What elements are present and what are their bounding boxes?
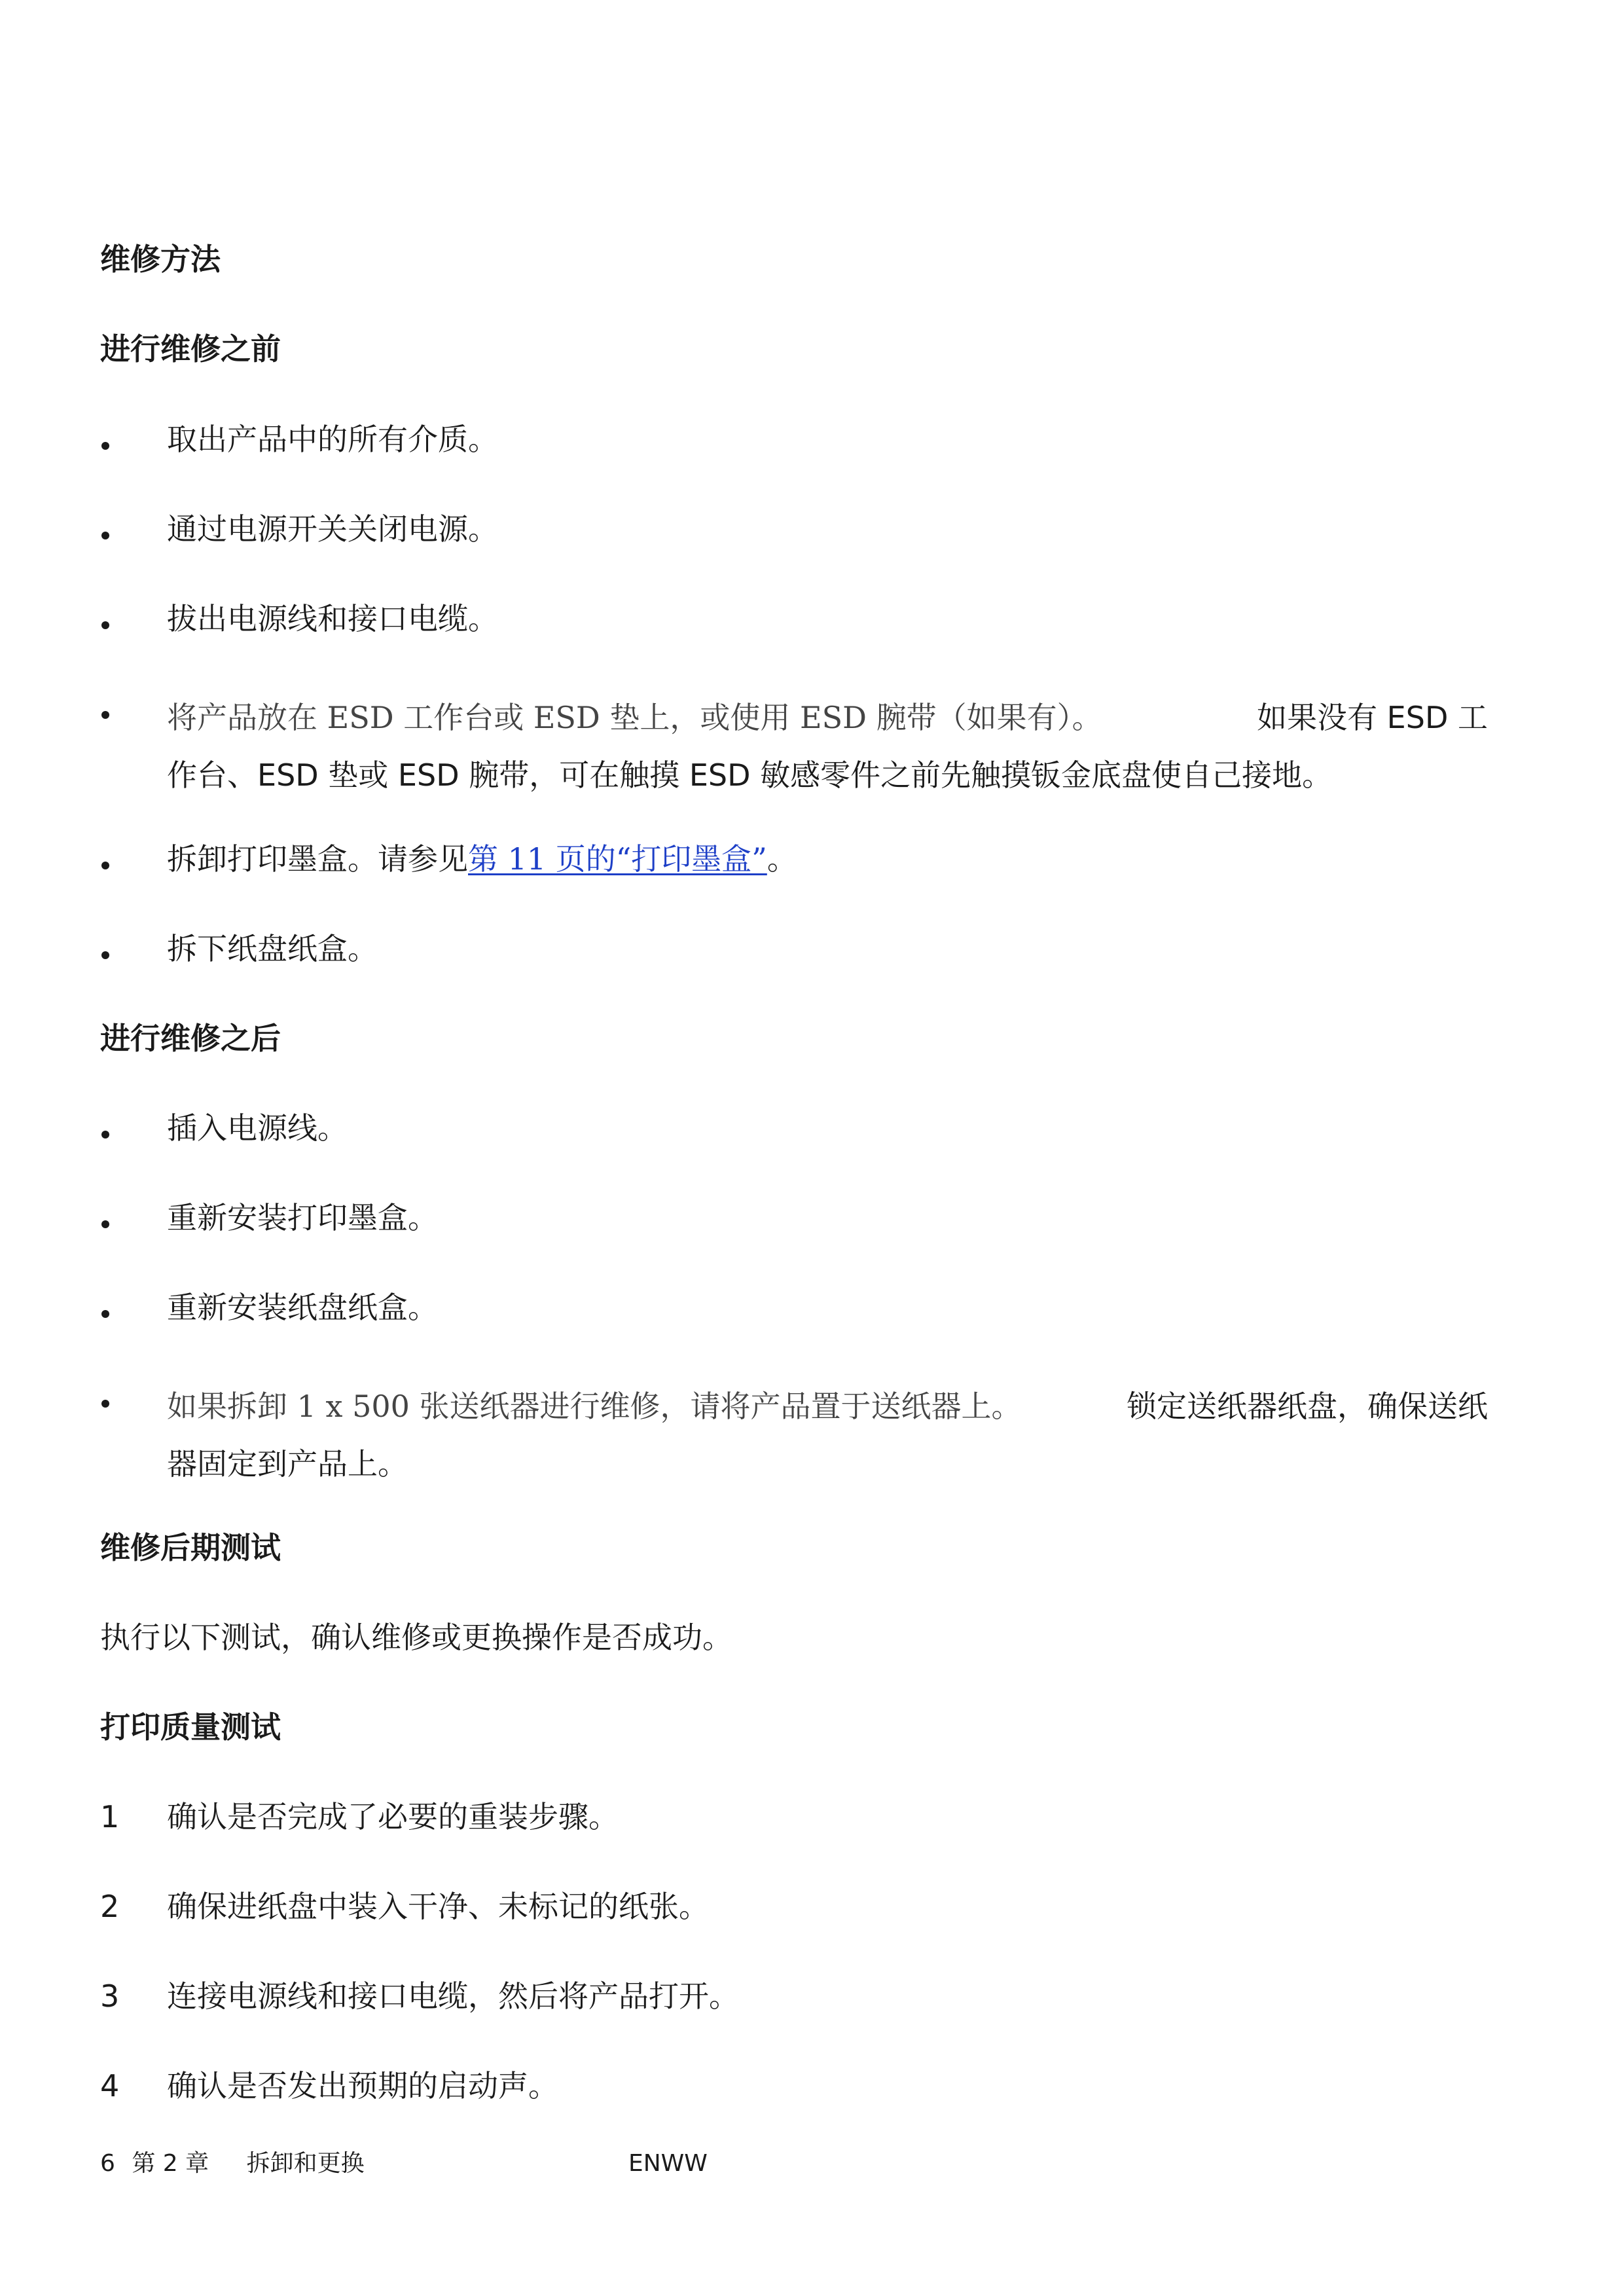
list-item-text: 取出产品中的所有介质。 bbox=[167, 422, 498, 457]
feeder-text-a: 如果拆卸 1 x 500 张送纸器进行维修，请将产品置于送纸器上。 bbox=[167, 1389, 1022, 1424]
cartridge-text-suffix: 。 bbox=[767, 841, 797, 877]
list-item-text: 拆下纸盘纸盒。 bbox=[167, 931, 378, 966]
esd-text-a: 将产品放在 ESD 工作台或 ESD 垫上，或使用 ESD 腕带（如果有）。 bbox=[167, 700, 1102, 735]
post-test-intro: 执行以下测试，确认维修或更换操作是否成功。 bbox=[100, 1620, 732, 1655]
section-heading-post-repair-test: 维修后期测试 bbox=[100, 1530, 281, 1565]
esd-text-b: 如果没有 ESD 工 bbox=[1257, 700, 1488, 735]
section-heading-after-repair: 进行维修之后 bbox=[100, 1021, 281, 1056]
step-number: 4 bbox=[100, 2068, 120, 2104]
footer-chapter: 第 2 章 bbox=[132, 2150, 209, 2177]
cartridge-page-link[interactable]: 第 11 页的“打印墨盒” bbox=[468, 841, 767, 877]
footer-code: ENWW bbox=[628, 2150, 708, 2177]
step-text: 确认是否发出预期的启动声。 bbox=[167, 2068, 558, 2104]
list-item-text: 插入电源线。 bbox=[167, 1110, 348, 1146]
bullet-icon bbox=[101, 621, 109, 629]
section-heading-before-repair: 进行维修之前 bbox=[100, 331, 281, 367]
step-text: 确认是否完成了必要的重装步骤。 bbox=[167, 1799, 619, 1834]
feeder-text-line2: 器固定到产品上。 bbox=[167, 1446, 408, 1482]
list-item-text: 重新安装打印墨盒。 bbox=[167, 1200, 438, 1235]
footer-chapter-title: 拆卸和更换 bbox=[246, 2150, 365, 2177]
bullet-icon bbox=[101, 862, 109, 869]
step-number: 1 bbox=[100, 1799, 120, 1834]
list-item-text: 拔出电源线和接口电缆。 bbox=[167, 601, 498, 636]
bullet-icon bbox=[101, 532, 109, 539]
section-heading-print-quality-test: 打印质量测试 bbox=[100, 1709, 281, 1745]
step-text: 确保进纸盘中装入干净、未标记的纸张。 bbox=[167, 1889, 709, 1924]
esd-text-line2: 作台、ESD 垫或 ESD 腕带，可在触摸 ESD 敏感零件之前先触摸钣金底盘使自己接地。 bbox=[167, 757, 1333, 793]
step-number: 2 bbox=[100, 1889, 120, 1924]
list-item-feeder bbox=[100, 1377, 1488, 1493]
bullet-icon bbox=[101, 711, 109, 719]
feeder-text-b: 锁定送纸器纸盘，确保送纸 bbox=[1127, 1389, 1488, 1424]
list-item-esd bbox=[100, 689, 1488, 804]
list-item-text: 重新安装纸盘纸盒。 bbox=[167, 1290, 438, 1325]
section-heading-repair-methods: 维修方法 bbox=[100, 242, 221, 277]
step-number: 3 bbox=[100, 1978, 120, 2014]
bullet-icon bbox=[101, 1310, 109, 1318]
bullet-icon bbox=[101, 1131, 109, 1139]
footer-page-number: 6 bbox=[100, 2150, 115, 2177]
bullet-icon bbox=[101, 442, 109, 450]
page-footer bbox=[100, 2149, 365, 2179]
list-item-text: 通过电源开关关闭电源。 bbox=[167, 511, 498, 547]
bullet-icon bbox=[101, 1400, 109, 1408]
bullet-icon bbox=[101, 1220, 109, 1228]
bullet-icon bbox=[101, 951, 109, 959]
cartridge-text-prefix: 拆卸打印墨盒。请参见 bbox=[167, 841, 468, 877]
step-text: 连接电源线和接口电缆，然后将产品打开。 bbox=[167, 1978, 739, 2014]
